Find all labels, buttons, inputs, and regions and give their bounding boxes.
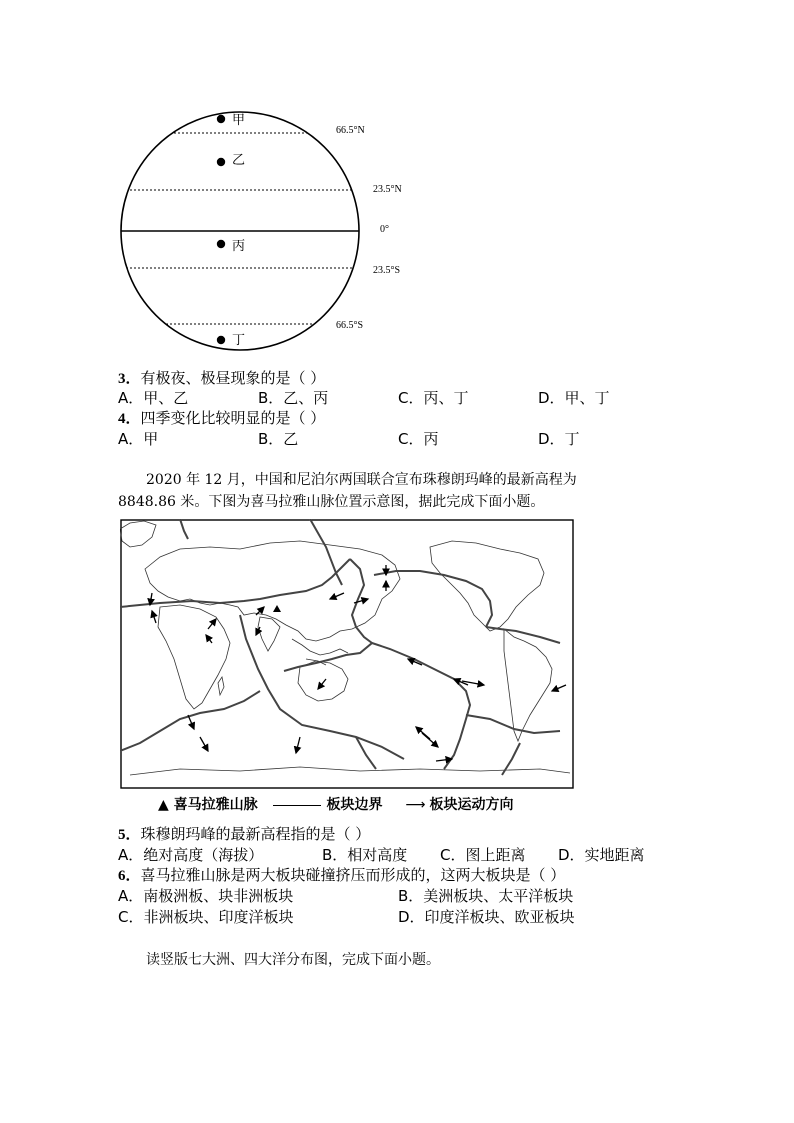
question-6-option-d[interactable]: D．印度洋板块、欧亚板块	[398, 908, 575, 926]
question-5-stem: 珠穆朗玛峰的最新高程指的是（ ）	[140, 825, 371, 843]
boundary-legend-icon	[273, 805, 321, 806]
lat-label-66-5-s: 66.5°S	[336, 320, 364, 331]
question-5-option-d[interactable]: D．实地距离	[558, 846, 645, 864]
point-bing-dot	[217, 240, 225, 248]
question-3-option-b[interactable]: B．乙、丙	[258, 389, 329, 407]
question-5	[118, 824, 370, 845]
legend-mountain-label: 喜马拉雅山脉	[173, 797, 258, 813]
legend-direction-label: 板块运动方向	[429, 797, 514, 813]
question-3-option-a[interactable]: A．甲、乙	[118, 389, 189, 407]
question-4-option-c[interactable]: C．丙	[398, 430, 439, 448]
question-6-option-c[interactable]: C．非洲板块、印度洋板块	[118, 908, 294, 926]
question-3-option-c[interactable]: C．丙、丁	[398, 389, 469, 407]
question-4-stem: 四季变化比较明显的是（ ）	[140, 409, 326, 427]
point-ding-label: 丁	[232, 333, 246, 348]
point-yi-label: 乙	[232, 153, 246, 168]
lat-label-66-5-n: 66.5°N	[336, 125, 365, 136]
map-legend	[158, 794, 513, 814]
question-5-option-b[interactable]: B．相对高度	[322, 846, 408, 864]
question-5-option-a[interactable]: A．绝对高度（海拔）	[118, 846, 264, 864]
question-3-stem: 有极夜、极昼现象的是（ ）	[140, 369, 326, 387]
point-yi-dot	[217, 158, 225, 166]
question-6-option-b[interactable]: B．美洲板块、太平洋板块	[398, 887, 574, 905]
point-jia-label: 甲	[232, 113, 246, 128]
lat-label-equator: 0°	[380, 224, 389, 235]
question-4-option-b[interactable]: B．乙	[258, 430, 299, 448]
question-4-option-d[interactable]: D．丁	[538, 430, 580, 448]
question-6-option-a[interactable]: A．南极洲板、块非洲板块	[118, 887, 294, 905]
question-4-number: 4．	[118, 411, 141, 427]
lat-label-23-5-n: 23.5°N	[373, 184, 402, 195]
question-3-option-d[interactable]: D．甲、丁	[538, 389, 610, 407]
legend-boundary-label: 板块边界	[326, 797, 383, 813]
question-3-number: 3．	[118, 371, 141, 387]
question-6-stem: 喜马拉雅山脉是两大板块碰撞挤压而形成的，这两大板块是（ ）	[140, 866, 566, 884]
question-4-option-a[interactable]: A．甲	[118, 430, 159, 448]
question-5-option-c[interactable]: C．图上距离	[440, 846, 526, 864]
question-4	[118, 408, 325, 429]
intro-paragraph-line-2: 8848.86 米。下图为喜马拉雅山脉位置示意图，据此完成下面小题。	[118, 494, 545, 510]
plate-tectonics-map	[120, 519, 574, 789]
point-ding-dot	[217, 336, 225, 344]
point-jia-dot	[217, 115, 225, 123]
globe-diagram	[110, 100, 410, 365]
lat-label-23-5-s: 23.5°S	[373, 265, 401, 276]
question-5-number: 5．	[118, 827, 141, 843]
direction-legend-icon: ⟶	[405, 797, 426, 813]
intro-paragraph-line-1: 2020 年 12 月，中国和尼泊尔两国联合宣布珠穆朗玛峰的最新高程为	[146, 472, 577, 488]
question-6	[118, 865, 565, 886]
question-3	[118, 368, 325, 389]
intro-paragraph-2: 读竖版七大洲、四大洋分布图，完成下面小题。	[146, 952, 440, 968]
point-bing-label: 丙	[232, 239, 246, 254]
himalaya-legend-icon: ▲	[158, 797, 169, 813]
question-6-number: 6．	[118, 868, 141, 884]
